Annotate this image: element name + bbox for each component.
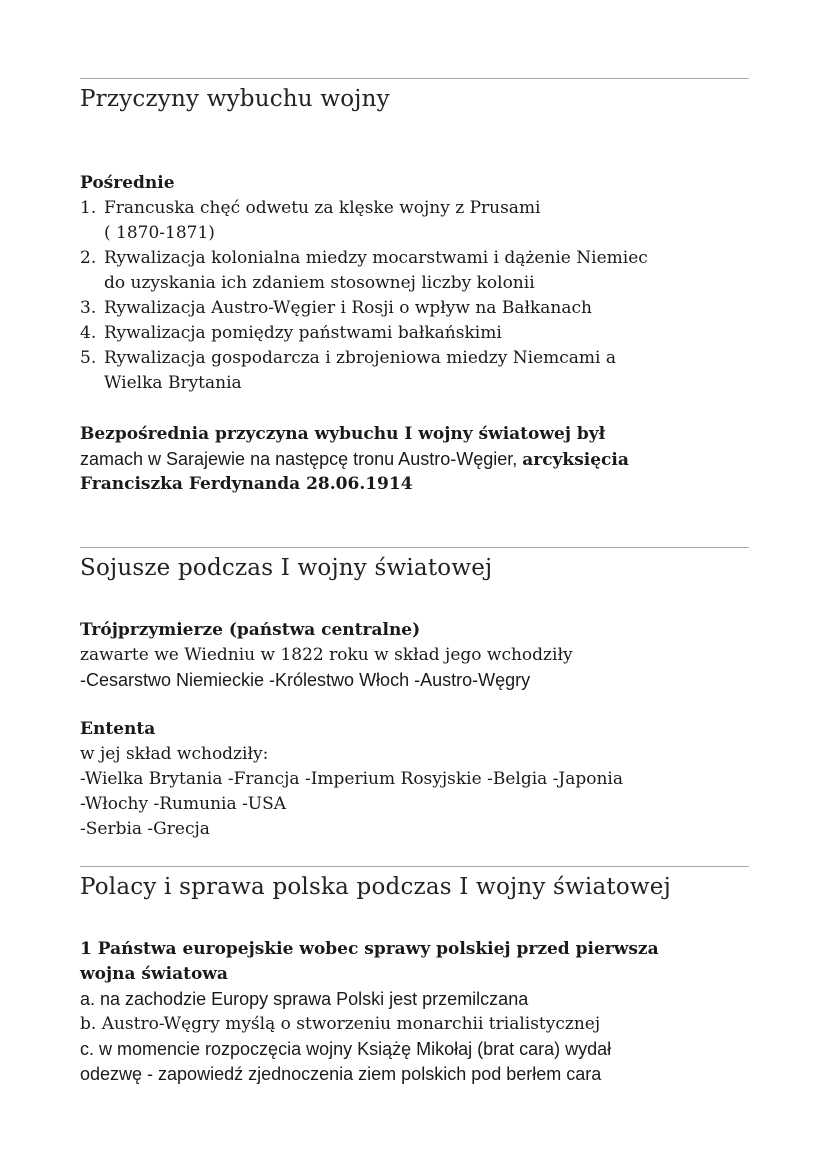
direct-cause-archduke: arcyksięcia	[522, 450, 629, 470]
subheading-european-states: wojna światowa	[80, 964, 228, 984]
direct-cause-text: zamach w Sarajewie na następcę tronu Austro-Węgier,	[80, 449, 523, 469]
section-title: Przyczyny wybuchu wojny	[80, 86, 390, 112]
list-item: b. Austro-Węgry myślą o stworzeniu monarchii trialistycznej	[80, 1014, 601, 1034]
list-item-text: Rywalizacja pomiędzy państwami bałkańskimi	[104, 323, 502, 343]
entente-line: w jej skład wchodziły:	[80, 744, 269, 764]
list-item	[80, 196, 648, 221]
list-item	[80, 246, 648, 271]
direct-cause-line3: Franciszka Ferdynanda 28.06.1914	[80, 474, 413, 494]
list-number: 3.	[80, 298, 97, 318]
subheading-european-states: 1 Państwa europejskie wobec sprawy polskiej przed pierwsza	[80, 939, 659, 959]
section-divider	[80, 547, 749, 548]
entente-members: -Wielka Brytania -Francja -Imperium Rosyjskie -Belgia -Japonia	[80, 769, 624, 789]
subheading-triple-alliance: Trójprzymierze (państwa centralne)	[80, 620, 421, 640]
list-item	[80, 271, 648, 296]
direct-cause-heading: Bezpośrednia przyczyna wybuchu I wojny światowej był	[80, 424, 606, 444]
list-number: 4.	[80, 323, 97, 343]
list-item	[80, 321, 648, 346]
entente-members: -Włochy -Rumunia -USA	[80, 794, 286, 814]
list-item-text: Rywalizacja gospodarcza i zbrojeniowa miedzy Niemcami a	[104, 348, 617, 368]
list-number: 2.	[80, 248, 97, 268]
triple-alliance-line: zawarte we Wiedniu w 1822 roku w skład jego wchodziły	[80, 645, 573, 665]
entente-members: -Serbia -Grecja	[80, 819, 210, 839]
list-item: c. w momencie rozpoczęcia wojny Książę Mikołaj (brat cara) wydał	[80, 1039, 612, 1059]
list-item-text: do uzyskania ich zdaniem stosownej liczby kolonii	[104, 273, 535, 293]
section-divider	[80, 866, 749, 867]
causes-list	[80, 196, 648, 396]
subheading-indirect: Pośrednie	[80, 173, 175, 193]
list-item	[80, 221, 648, 246]
list-number: 1.	[80, 198, 97, 218]
list-item	[80, 296, 648, 321]
list-item-text: Francuska chęć odwetu za klęske wojny z Prusami	[104, 198, 541, 218]
section-title: Polacy i sprawa polska podczas I wojny światowej	[80, 874, 671, 900]
subheading-entente: Ententa	[80, 719, 156, 739]
triple-alliance-members: -Cesarstwo Niemieckie -Królestwo Włoch -Austro-Węgry	[80, 670, 531, 690]
section-divider	[80, 78, 749, 79]
list-number: 5.	[80, 348, 97, 368]
list-item-text: Rywalizacja kolonialna miedzy mocarstwami i dążenie Niemiec	[104, 248, 648, 268]
direct-cause-paragraph	[80, 422, 605, 447]
list-item: a. na zachodzie Europy sprawa Polski jest przemilczana	[80, 989, 529, 1009]
direct-cause-line2	[80, 447, 629, 473]
list-item	[80, 346, 648, 371]
list-item: odezwę - zapowiedź zjednoczenia ziem polskich pod berłem cara	[80, 1064, 602, 1084]
list-item	[80, 371, 648, 396]
list-item-text: ( 1870-1871)	[104, 223, 215, 243]
section-title: Sojusze podczas I wojny światowej	[80, 555, 493, 581]
list-item-text: Rywalizacja Austro-Węgier i Rosji o wpływ na Bałkanach	[104, 298, 592, 318]
list-item-text: Wielka Brytania	[104, 373, 242, 393]
